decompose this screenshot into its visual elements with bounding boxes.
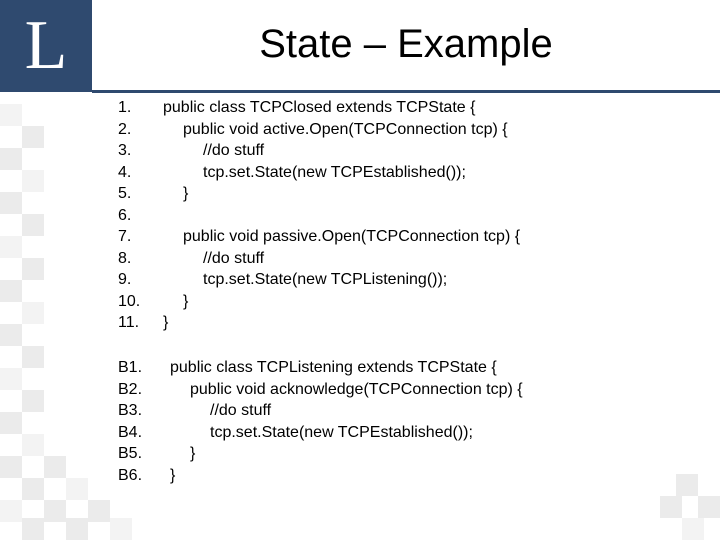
line-number: B4. — [118, 423, 143, 441]
logo-letter: L — [24, 7, 68, 84]
code-text: public void active.Open(TCPConnection tcp) { — [183, 120, 508, 138]
line-number: B1. — [118, 359, 143, 376]
line-number: B3. — [118, 402, 143, 419]
code-line — [118, 357, 523, 379]
decorative-tile — [66, 518, 88, 540]
line-number: 6. — [118, 206, 132, 224]
decorative-tile — [22, 346, 44, 368]
code-text: } — [183, 292, 189, 310]
line-number: 10. — [118, 292, 141, 310]
decorative-tile — [22, 390, 44, 412]
code-block-tcplistening — [118, 357, 523, 486]
code-line — [118, 400, 523, 422]
code-line — [118, 291, 520, 313]
code-line — [118, 140, 520, 162]
code-line — [118, 226, 520, 248]
code-text: } — [190, 445, 196, 462]
slide-title: State – Example — [259, 22, 553, 66]
code-text: tcp.set.State(new TCPListening()); — [203, 271, 448, 288]
decorative-tile — [22, 258, 44, 280]
logo — [0, 0, 92, 92]
decorative-tile — [0, 456, 22, 478]
decorative-tile — [0, 412, 22, 434]
decorative-tile — [0, 104, 22, 126]
code-line — [118, 205, 520, 227]
code-text: } — [163, 314, 169, 331]
line-number: 4. — [118, 163, 132, 181]
code-line — [118, 119, 520, 141]
decorative-tile — [0, 368, 22, 390]
code-text: tcp.set.State(new TCPEstablished()); — [210, 423, 473, 441]
code-line — [118, 465, 523, 487]
decorative-tile — [22, 126, 44, 148]
code-block-tcpclosed — [118, 97, 520, 334]
decorative-tile — [22, 518, 44, 540]
code-text: public void acknowledge(TCPConnection tcp) { — [190, 380, 523, 398]
code-line — [118, 183, 520, 205]
line-number: B6. — [118, 466, 143, 484]
decorative-tile — [44, 500, 66, 522]
code-text: public class TCPListening extends TCPState { — [170, 359, 497, 376]
code-text: //do stuff — [210, 402, 272, 419]
line-number: 11. — [118, 314, 140, 331]
code-text: public class TCPClosed extends TCPState { — [163, 99, 476, 116]
code-text: //do stuff — [203, 142, 265, 159]
code-line — [118, 422, 523, 444]
decorative-tile — [0, 236, 22, 258]
line-number: 2. — [118, 120, 132, 138]
decorative-tile — [676, 474, 698, 496]
line-number: 5. — [118, 185, 132, 202]
code-text: } — [183, 185, 189, 202]
code-line — [118, 443, 523, 465]
code-text: tcp.set.State(new TCPEstablished()); — [203, 163, 466, 181]
code-text: } — [170, 466, 176, 484]
code-line — [118, 248, 520, 270]
decorative-tile — [22, 302, 44, 324]
line-number: 3. — [118, 142, 132, 159]
line-number: B5. — [118, 445, 143, 462]
decorative-tile — [0, 500, 22, 522]
decorative-tile — [22, 170, 44, 192]
decorative-tile — [22, 478, 44, 500]
code-text: //do stuff — [203, 249, 265, 267]
decorative-tile — [0, 148, 22, 170]
decorative-tile — [22, 434, 44, 456]
title-divider — [92, 90, 720, 93]
decorative-tile — [660, 496, 682, 518]
decorative-tile — [110, 518, 132, 540]
decorative-tile — [0, 324, 22, 346]
decorative-tile — [698, 496, 720, 518]
line-number: 9. — [118, 271, 132, 288]
decorative-tile — [22, 214, 44, 236]
line-number: 7. — [118, 228, 132, 245]
line-number: 1. — [118, 99, 132, 116]
code-line — [118, 162, 520, 184]
decorative-tile — [44, 456, 66, 478]
line-number: 8. — [118, 249, 132, 267]
decorative-tile — [0, 192, 22, 214]
code-line — [118, 269, 520, 291]
decorative-tile — [66, 478, 88, 500]
code-text: public void passive.Open(TCPConnection tcp) { — [183, 228, 521, 245]
code-line — [118, 312, 520, 334]
decorative-tile — [0, 280, 22, 302]
code-line — [118, 379, 523, 401]
code-line — [118, 97, 520, 119]
decorative-tile — [88, 500, 110, 522]
line-number: B2. — [118, 380, 143, 398]
decorative-tile — [682, 518, 704, 540]
